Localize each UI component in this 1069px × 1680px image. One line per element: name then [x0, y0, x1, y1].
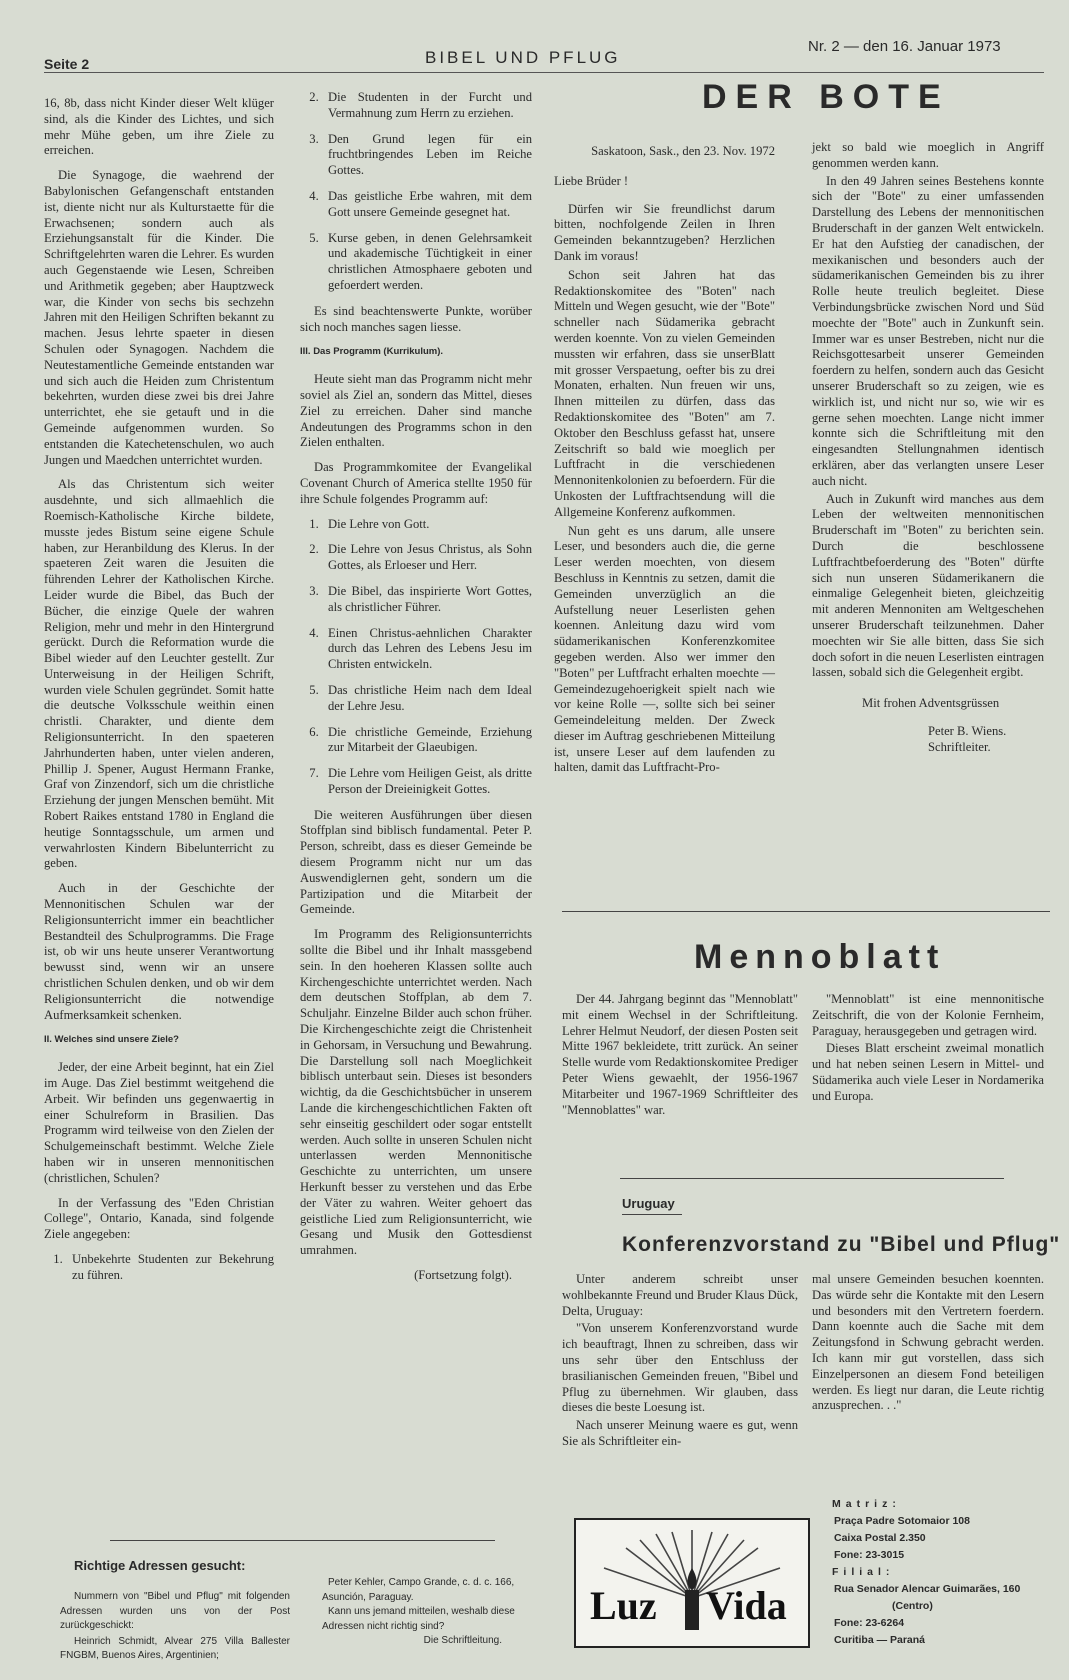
list-item: 4. Das geistliche Erbe wahren, mit dem Gott unsere Gemeinde gesegnet hat. [309, 188, 532, 219]
divider [620, 1178, 1004, 1179]
region-underline [622, 1214, 682, 1215]
logo-word-luz: Luz [590, 1583, 657, 1628]
paragraph: Der 44. Jahrgang beginnt das "Mennoblatt" mit einem Wechsel in der Schriftleitung. Lehrer Helmut Neudorf, der diesen Posten seit Mitte 1967 bekleidete, tritt zurück. An seiner Stelle wurde vom Redaktionskomitee Prediger Peter Wiens gewaehlt, der 1956-1967 Mitarbeiter und 1967-1969 Schriftleiter des "Mennoblattes" war. [562, 992, 798, 1117]
paragraph: Die Synagoge, die waehrend der Babylonischen Gefangenschaft entstanden ist, diente nicht nur als Kulturstaette für die Erwachsenen; sondern auch als Erziehungsanstalt für die Kinder. Die Schriftgelehrten waren die Lehrer. Es wurden auch Gegenstaende wie Lesen, Schreiben und Arithmetik gegeben; aber Hauptzweck war, die Kinder von sechs bis sechzehn Jahren mit den Heiligen Schriften bekannt zu machen. Jesus lehrte spaeter in diesen Schulen oder Synagogen. Nachdem die Neutestamentliche Gemeinde entstanden war und sich auch die Heiden zum Christentum bekehrten, wurden diese zwei bis drei Jahre unterrichtet, ehe sie getauft und in die Gemeinde aufgenommen wurden. So entstanden die Katechetenschulen, wo auch Jungen und Maedchen unterrichtet wurden. [44, 168, 274, 467]
list-item: 7. Die Lehre vom Heiligen Geist, als dritte Person der Dreieinigkeit Gottes. [309, 766, 532, 796]
continuation-note: (Fortsetzung folgt). [414, 1268, 512, 1282]
list-item: 3. Die Bibel, das inspirierte Wort Gottes, als christlicher Führer. [309, 583, 532, 614]
divider [562, 911, 1050, 912]
uruguay-title: Konferenzvorstand zu "Bibel und Pflug" [622, 1233, 1061, 1256]
region-label: Uruguay [622, 1196, 675, 1211]
paragraph: Nun geht es uns darum, alle unsere Leser, und besonders auch die, die gerne Leser werden moechten, von diesem Beschluss in Kenntnis zu setzen, damit die Gemeinden unverzüglich an die Aufstellung neuer Leserlisten gehen koennen. Anleitung dazu wird vom südamerikanischen Konferenzkomitee gegeben werden. Also wer immer den "Boten" per Luftfracht erhalten moechte — Gemeindezugehoerigkeit spielt nach wie vor keine Rolle —, sollte sich bei seiner Gemeindeleitung melden. Der Zweck dieser im Auftrag geschriebenen Mitteilung ist, unsere Leser auf dem laufenden zu halten, damit das Luftfracht-Pro- [554, 523, 775, 775]
paragraph: Heinrich Schmidt, Alvear 275 Villa Ballester FNGBM, Buenos Aires, Argentinien; [60, 1635, 290, 1661]
phone-line: Fone: 23-3015 [834, 1549, 905, 1561]
city-line: Curitiba — Paraná [834, 1634, 926, 1646]
list-item: 4. Einen Christus-aehnlichen Charakter durch das Lehren des Lebens Jesu im Christen entwickeln. [309, 625, 532, 672]
list-item: 3. Den Grund legen für ein fruchtbringendes Leben im Reiche Gottes. [309, 131, 532, 178]
list-item: 1. Die Lehre von Gott. [309, 516, 430, 531]
goals-list-continued [300, 90, 532, 294]
mennoblatt-title: Mennoblatt [694, 938, 946, 976]
paragraph: Unter anderem schreibt unser wohlbekannte Freund und Bruder Klaus Dück, Delta, Uruguay: [562, 1272, 798, 1318]
branch-label: Filial: [832, 1566, 895, 1578]
bote-column-1 [554, 144, 775, 785]
bote-title: DER BOTE [702, 78, 950, 116]
list-item: 2. Die Lehre von Jesus Christus, als Sohn Gottes, als Erloeser und Herr. [309, 542, 532, 573]
paragraph: In der Verfassung des "Eden Christian College", Ontario, Kanada, sind folgende Ziele angegeben: [44, 1195, 274, 1242]
paragraph: Kann uns jemand mitteilen, weshalb diese Adressen nicht richtig sind? [322, 1606, 515, 1632]
article-column-2 [300, 90, 532, 1284]
paragraph: Dürfen wir Sie freundlichst darum bitten, nochfolgende Zeilen in Ihren Gemeinden bekanntzugeben? Herzlichen Dank im voraus! [554, 201, 775, 263]
luz-vida-addresses [832, 1496, 1052, 1649]
uruguay-column-2 [812, 1272, 1044, 1423]
list-item: 6. Die christliche Gemeinde, Erziehung zur Mitarbeit der Glaeubigen. [309, 724, 532, 755]
addresses-column-1 [60, 1590, 290, 1664]
signer-name: Peter B. Wiens. [928, 724, 1007, 739]
paragraph: Das Programmkomitee der Evangelikal Covenant Church of America stellte 1950 für ihre Schule folgendes Programm auf: [300, 460, 532, 506]
addresses-title: Richtige Adressen gesucht: [74, 1558, 246, 1573]
bote-column-2 [812, 140, 1044, 755]
paragraph: Peter Kehler, Campo Grande, c. d. c. 166, Asunción, Paraguay. [322, 1577, 515, 1603]
paragraph: 16, 8b, dass nicht Kinder dieser Welt klüger sind, als die Kinder des Lichtes, und sich mehr Mühe geben, um ihre Ziele zu erreichen. [44, 96, 274, 158]
header-rule [44, 72, 1044, 73]
signature: Die Schriftleitung. [423, 1635, 502, 1646]
paragraph: jekt so bald wie moeglich in Angriff genommen werden kann. [812, 140, 1044, 170]
issue-date: Nr. 2 — den 16. Januar 1973 [808, 38, 1001, 55]
paragraph: Jeder, der eine Arbeit beginnt, hat ein Ziel im Auge. Das Ziel bestimmt weitgehend die Arbeit. Wir befinden uns gegenwaertig in einer Schulreform in Brasilien. Das Programm wird teilweise von den Zielen der Schulgemeinschaft bestimmt. Welche Ziele haben wir in unseren mennonitischen (christlichen, Schulen? [44, 1060, 274, 1185]
paragraph: "Mennoblatt" ist eine mennonitische Zeitschrift, die von der Kolonie Fernheim, Paraguay, herausgegeben und getragen wird. [812, 992, 1044, 1038]
paragraph: mal unsere Gemeinden besuchen koennten. Das würde sehr die Kontakte mit den Lesern und besonders mit den Vertretern foerdern. Dann koennte auch die Sache mit dem Zeitungsfond in Schwung gebracht werden. Ich kann mir gut vorstellen, dass sich Einzelpersonen an diesem Fond beteiligen werden. Es liegt nur daran, die Leute richtig anzusprechen. . ." [812, 1272, 1044, 1413]
paragraph: Auch in Zukunft wird manches aus dem Leben der weltweiten mennonitischen Bruderschaft im "Boten" zu berichten sein. Durch die beschlossene Luftfrachtbefoerderung des "Boten" dürfte sich nun unseren Südamerikanern die einmalige Gelegenheit bieten, gleichzeitig mit anderen Mennoniten am Weltgeschehen unserer Bruderschaft teilzunehmen. Daher moechten wir Sie alle bitten, dass Sie sich doch sofort in die neuen Leserlisten eintragen lassen, sobald sich die Gelegenheit ergibt. [812, 491, 1044, 680]
paragraph: Auch in der Geschichte der Mennonitischen Schulen war der Religionsunterricht immer ein beachtlicher Bestandteil des Schulprogramms. Die Frage ist, ob wir uns heute unserer Verantwortung bewusst sind, wenn wir an unsere christlichen Schulen denken, und ob wir dem Religionsunterricht die notwendige Aufmerksamkeit schenken. [44, 881, 274, 1022]
paragraph: Es sind beachtenswerte Punkte, worüber sich noch manches sagen liesse. [300, 303, 532, 334]
paragraph: "Von unserem Konferenzvorstand wurde ich beauftragt, Ihnen zu schreiben, dass wir uns sehr über den Entschluss der brasilianischen Gemeinden freuen, "Bibel und Pflug zu übernehmen. Wir glauben, dass dieses die beste Loesung ist. [562, 1321, 798, 1415]
paper-name: BIBEL UND PFLUG [425, 48, 621, 67]
paragraph: Als das Christentum sich weiter ausdehnte, und sich allmaehlich die Roemisch-Katholische Kirche bildete, musste jedes Bistum seine eigene Schule haben, zur Heranbildung des Klerus. In der spaeteren Zeit waren die Jesuiten die führenden Lehrer der Katholischen Kirche. Leider wurde die Bibel, das Buch der Bücher, die einzige Quele der wahren Religion, mehr und mehr in den Hintergrund gerückt. Durch die Reformation wurde die Bibel wieder auf den Leuchter gestellt. Zur Unterweisung in der Heiligen Schrift, wurden viele Schulen gegründet. Somit hatte die deutsche Volksschule weithin einen christli. Charakter, und diente dem Religionsunterricht. In den spaeteren Jahrhunderten haben, unter vielen anderen, Phillip J. Spener, August Hermann Franke, Graf von Zinzendorf, sich um die christliche Erziehung der jungen Menschen bemüht. Mit Robert Raikes entstand 1780 in England die heutige Sonntagsschule, um armen und verwahrlosten Kindern Bibelunterricht zu geben. [44, 477, 274, 871]
section-heading: III. Das Programm (Kurrikulum). [300, 346, 444, 358]
paragraph: Nach unserer Meinung waere es gut, wenn Sie als Schriftleiter ein- [562, 1418, 798, 1448]
program-list [300, 517, 532, 798]
address-line: (Centro) [892, 1600, 933, 1612]
address-line: Rua Senador Alencar Guimarães, 160 [834, 1583, 1021, 1595]
luz-vida-logo [574, 1518, 810, 1648]
article-column-1 [44, 96, 274, 1294]
divider [110, 1540, 495, 1541]
phone-line: Fone: 23-6264 [834, 1617, 905, 1629]
list-item: 2. Die Studenten in der Furcht und Vermahnung zum Herrn zu erziehen. [309, 90, 532, 120]
signer-role: Schriftleiter. [928, 740, 991, 755]
section-heading: II. Welches sind unsere Ziele? [44, 1034, 179, 1046]
address-line: Caixa Postal 2.350 [834, 1532, 926, 1544]
mennoblatt-column-2 [812, 992, 1044, 1114]
closing-greeting: Mit frohen Adventsgrüssen [862, 696, 1000, 711]
goals-list [44, 1252, 274, 1284]
paragraph: Im Programm des Religionsunterrichts sollte die Bibel und ihr Inhalt massgebend sein. In den hoeheren Klassen sollte auch Kirchengeschichte unterrichtet werden. Nach dem deutschen Stoffplan, ab dem 7. Schuljahr. Einzelne Bilder auch schon früher. Die Kirchengeschichte zeigt die Christenheit in Gehorsam, in Versuchung und Bewahrung. Die Darstellung soll nach Moeglichkeit biblisch unterbaut sein. Dieses ist besonders wichtig, da die Geschichtsbücher in unserem Lande die kirchengeschichtlichen Fakten oft sehr einseitig geschildert oder sogar entstellt werden. Auch sollte in unseren Schulen nicht unterlassen werden Mennonitische Geschichte zu unterrichten, um unsere Herkunft besser zu verstehen und das Erbe der Väter zu wahren. Weiter gehoert das geistliche Lied zum Religionsunterricht, wie Gesang und Musik den Gottesdienst umrahmen. [300, 927, 532, 1258]
list-item: 5. Das christliche Heim nach dem Ideal der Lehre Jesu. [309, 682, 532, 713]
dateline: Saskatoon, Sask., den 23. Nov. 1972 [591, 144, 775, 158]
salutation: Liebe Brüder ! [554, 173, 629, 188]
list-item: 1. Unbekehrte Studenten zur Bekehrung zu führen. [53, 1251, 274, 1282]
addresses-column-2 [322, 1560, 522, 1649]
paragraph: In den 49 Jahren seines Bestehens konnte sich der "Bote" zu einer umfassenden Darstellung des Lebens der mennonitischen Bruderschaft in der ganzen Welt entwickeln. Er hat den Aufstieg der canadischen, der mexikanischen und besonders auch der südamerikanischen Gemeinden bis zu ihrer Rolle heute treulich begleitet. Diese Verbindungsbrücke zwischen Nord und Süd moechte der "Bote" auch in Zunkunft sein. Immer war es unser Bestreben, nicht nur die Reichsgottesarbeit unserer Gemeinden foerdern zu helfen, sondern auch das Gesicht unserer Bruderschaft so zu zeigen, wie es wirklich ist, und nicht nur so, wie wir es gerne sehen moechten. Lange nicht immer konnte sich die Schriftleitung mit den eingesandten Stellungnahmen identisch erklären, aber das verlangten unsere Leser auch nicht. [812, 173, 1044, 488]
paragraph: Nummern von "Bibel und Pflug" mit folgenden Adressen wurden uns von der Post zurückgeschickt: [60, 1591, 290, 1631]
page-number: Seite 2 [44, 56, 90, 72]
head-office-label: Matriz: [832, 1498, 901, 1510]
logo-word-vida: Vida [706, 1583, 787, 1628]
uruguay-column-1 [562, 1272, 798, 1459]
paragraph: Heute sieht man das Programm nicht mehr soviel als Ziel an, sondern das Mittel, dieses Ziel zu erreichen. Daher sind manche Andeutungen des Programms schon in den Zielen enthalten. [300, 372, 532, 450]
paragraph: Dieses Blatt erscheint zweimal monatlich und hat neben seinen Lesern in Mittel- und Südamerika auch viele Leser in Nordamerika und Europa. [812, 1041, 1044, 1103]
address-line: Praça Padre Sotomaior 108 [834, 1515, 970, 1527]
mennoblatt-column-1 [562, 992, 798, 1127]
list-item: 5. Kurse geben, in denen Gelehrsamkeit und akademische Tüchtigkeit in einer christlichen Atmosphaere geboten und gefoerdert werden. [309, 230, 532, 292]
paragraph: Die weiteren Ausführungen über diesen Stoffplan sind biblisch fundamental. Peter P. Person, schreibt, dass es dieser Gemeinde be diesem Programm nicht nur um das Auswendiglernen geht, sondern um die Partizipation und die Mitarbeit der Gemeinde. [300, 807, 532, 917]
paragraph: Schon seit Jahren hat das Redaktionskomitee des "Boten" nach Mitteln und Wegen gesucht, wie der "Bote" schneller nach Südamerika gebracht werden koennte. Von zu vielen Gemeinden mussten wir erfahren, dass sie unserBlatt mit grosser Verspaetung, oefter bis zu drei Monaten, erhalten. Nun freuen wir uns, Ihnen mitteilen zu dürfen, dass das Redaktionskomitee des "Boten" am 7. Oktober den Beschluss gefasst hat, unsere Zeitschrift so bald wie moeglich per Luftfracht in die verschiedenen Mennonitenkolonien zu befoerdern. Für die Unkosten der Luftfrachtsendung will die Allgemeine Konferenz aufkommen. [554, 267, 775, 519]
